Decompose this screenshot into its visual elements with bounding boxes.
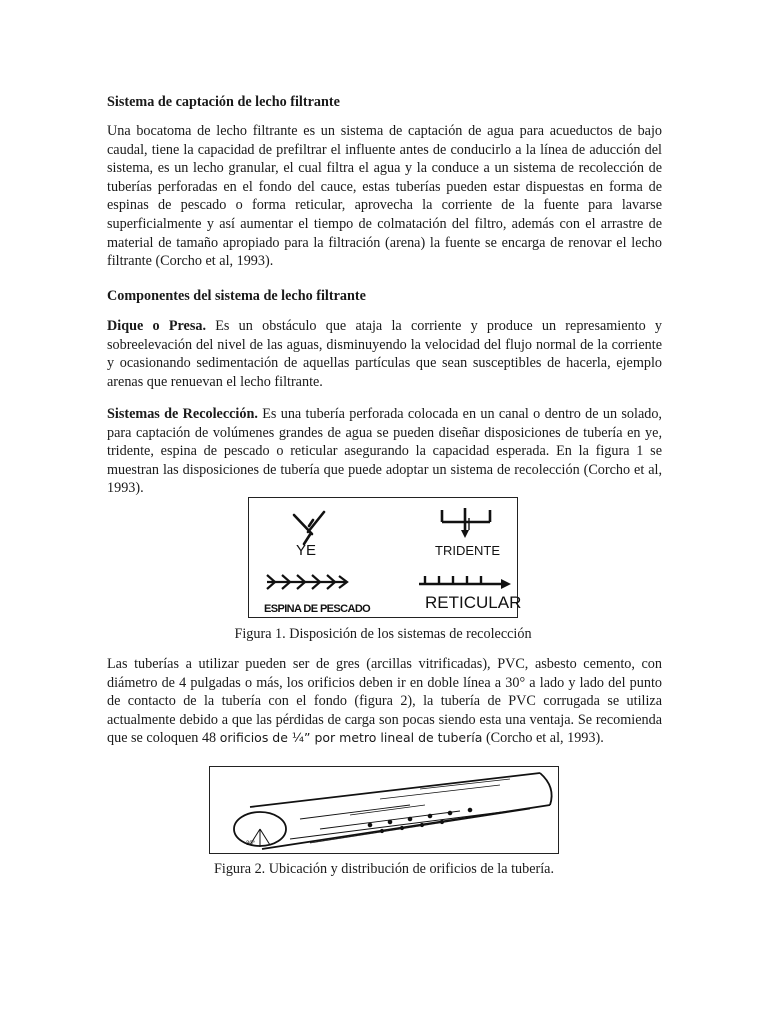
figure-2-drawing: [210, 767, 558, 853]
pipe-drawing: [234, 773, 552, 849]
paragraph-recoleccion: [107, 405, 662, 498]
ye-symbol: [294, 512, 324, 544]
heading-sistema-captacion: Sistema de captación de lecho filtrante: [107, 94, 340, 110]
paragraph-tuberias: [107, 655, 662, 748]
term-dique: Dique o Presa.: [107, 318, 207, 334]
text-tuberias-orificios: orificios de ¼” por metro lineal de tubería: [219, 730, 483, 746]
paragraph-dique: [107, 317, 662, 391]
angle-label: 30°: [246, 841, 256, 847]
heading-componentes: Componentes del sistema de lecho filtrante: [107, 288, 366, 304]
figure-1-diagram: [248, 497, 522, 618]
term-recoleccion: Sistemas de Recolección.: [107, 406, 258, 422]
text-dique: Es un obstáculo que ataja la corriente y produce un represamiento y sobreelevación del nivel de las aguas, disminuyendo la velocidad del flujo normal de la corriente y ocasionando sedimentación de aquellas partículas que sean susceptibles de hacerla, ejemplo arenas que renuevan el lecho filtrante.: [107, 318, 662, 390]
label-espina-de-pescado: ESPINA DE PESCADO: [264, 603, 371, 615]
figure-1-caption: Figura 1. Disposición de los sistemas de recolección: [234, 626, 532, 642]
tridente-symbol: [442, 508, 490, 538]
text-tuberias-tail: (Corcho et al, 1993).: [482, 730, 604, 747]
figure-2-caption: Figura 2. Ubicación y distribución de orificios de la tubería.: [213, 861, 554, 877]
espina-symbol: [267, 575, 347, 589]
figure-2-diagram: [209, 766, 559, 854]
label-ye: YE: [296, 542, 317, 559]
paragraph-intro: Una bocatoma de lecho filtrante es un sistema de captación de agua para acueductos de bajo caudal, tiene la capacidad de prefiltrar el influente antes de conducirlo a la línea de aducción del sistema, es un lecho granular, el cual filtra el agua y la conduce a un sistema de recolección de tuberías perforadas en el fondo del cauce, estas tuberías pueden estar dispuestas en forma de espinas de pescado o forma reticular, aprovecha la corriente de la fuente para lavarse superficialmente y así aumentar el tiempo de colmatación del filtro, además con el arrastre de material de tamaño apropiado para la filtración (arena) la fuente se encarga de renovar el lecho filtrante (Corcho et al, 1993).: [107, 123, 662, 270]
text-tuberias-main: Las tuberías a utilizar pueden ser de gres (arcillas vitrificadas), PVC, asbesto cemento, con diámetro de 4 pulgadas o más, los orificios deben ir en doble línea a 30° a lado y lado del punto de contacto de la tubería con el fondo (figura 2), la tubería de PVC corrugada se utiliza actualmente debido a que las pérdidas de carga son pocas siendo esta una ventaja. Se recomienda que se coloquen 48: [107, 656, 662, 747]
reticular-symbol: [419, 576, 511, 589]
label-reticular: RETICULAR: [425, 593, 522, 612]
text-recoleccion: Es una tubería perforada colocada en un canal o dentro de un solado, para captación de volúmenes grandes de agua se pueden diseñar disposiciones de tubería en ye, tridente, espina de pescado o reticular asegurando la capacidad esperada. En la figura 1 se muestran las disposiciones de tubería que puede adoptar un sistema de recolección (Corcho et al, 1993).: [107, 406, 662, 497]
label-tridente: TRIDENTE: [435, 543, 500, 558]
